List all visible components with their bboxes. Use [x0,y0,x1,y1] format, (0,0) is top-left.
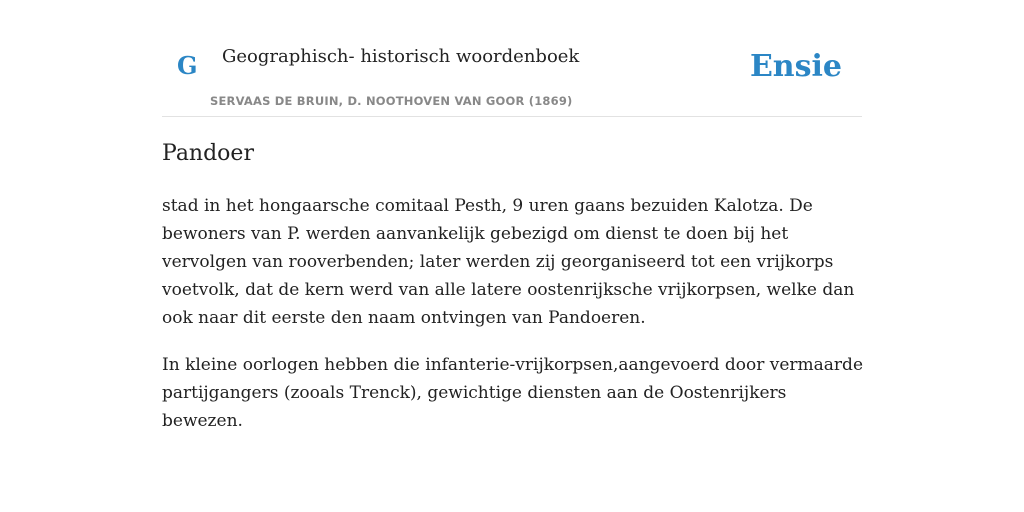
dictionary-logo[interactable]: G [177,51,198,80]
dictionary-header [162,36,862,117]
entry-title: Pandoer [162,141,254,166]
ensie-logo-link[interactable]: Ensie [749,49,842,84]
entry-body [162,192,864,454]
dictionary-authors: SERVAAS DE BRUIN, D. NOOTHOVEN VAN GOOR (1869) [210,94,573,108]
dictionary-title-link[interactable]: Geographisch- historisch woordenboek [222,46,580,67]
entry-paragraph: stad in het hongaarsche comitaal Pesth, 9 uren gaans bezuiden Kalotza. De bewoners van P. werden aanvankelijk gebezigd om dienst te doen bij het vervolgen van rooverbenden; later werden zij georganiseerd tot een vrijkorps voetvolk, dat de kern werd van alle latere oostenrijksche vrijkorpsen, welke dan ook naar dit eerste den naam ontvingen van Pandoeren. [162,196,855,328]
entry-paragraph: In kleine oorlogen hebben die infanterie-vrijkorpsen,aangevoerd door vermaarde partijgangers (zooals Trenck), gewichtige diensten aan de Oostenrijkers bewezen. [162,355,864,431]
